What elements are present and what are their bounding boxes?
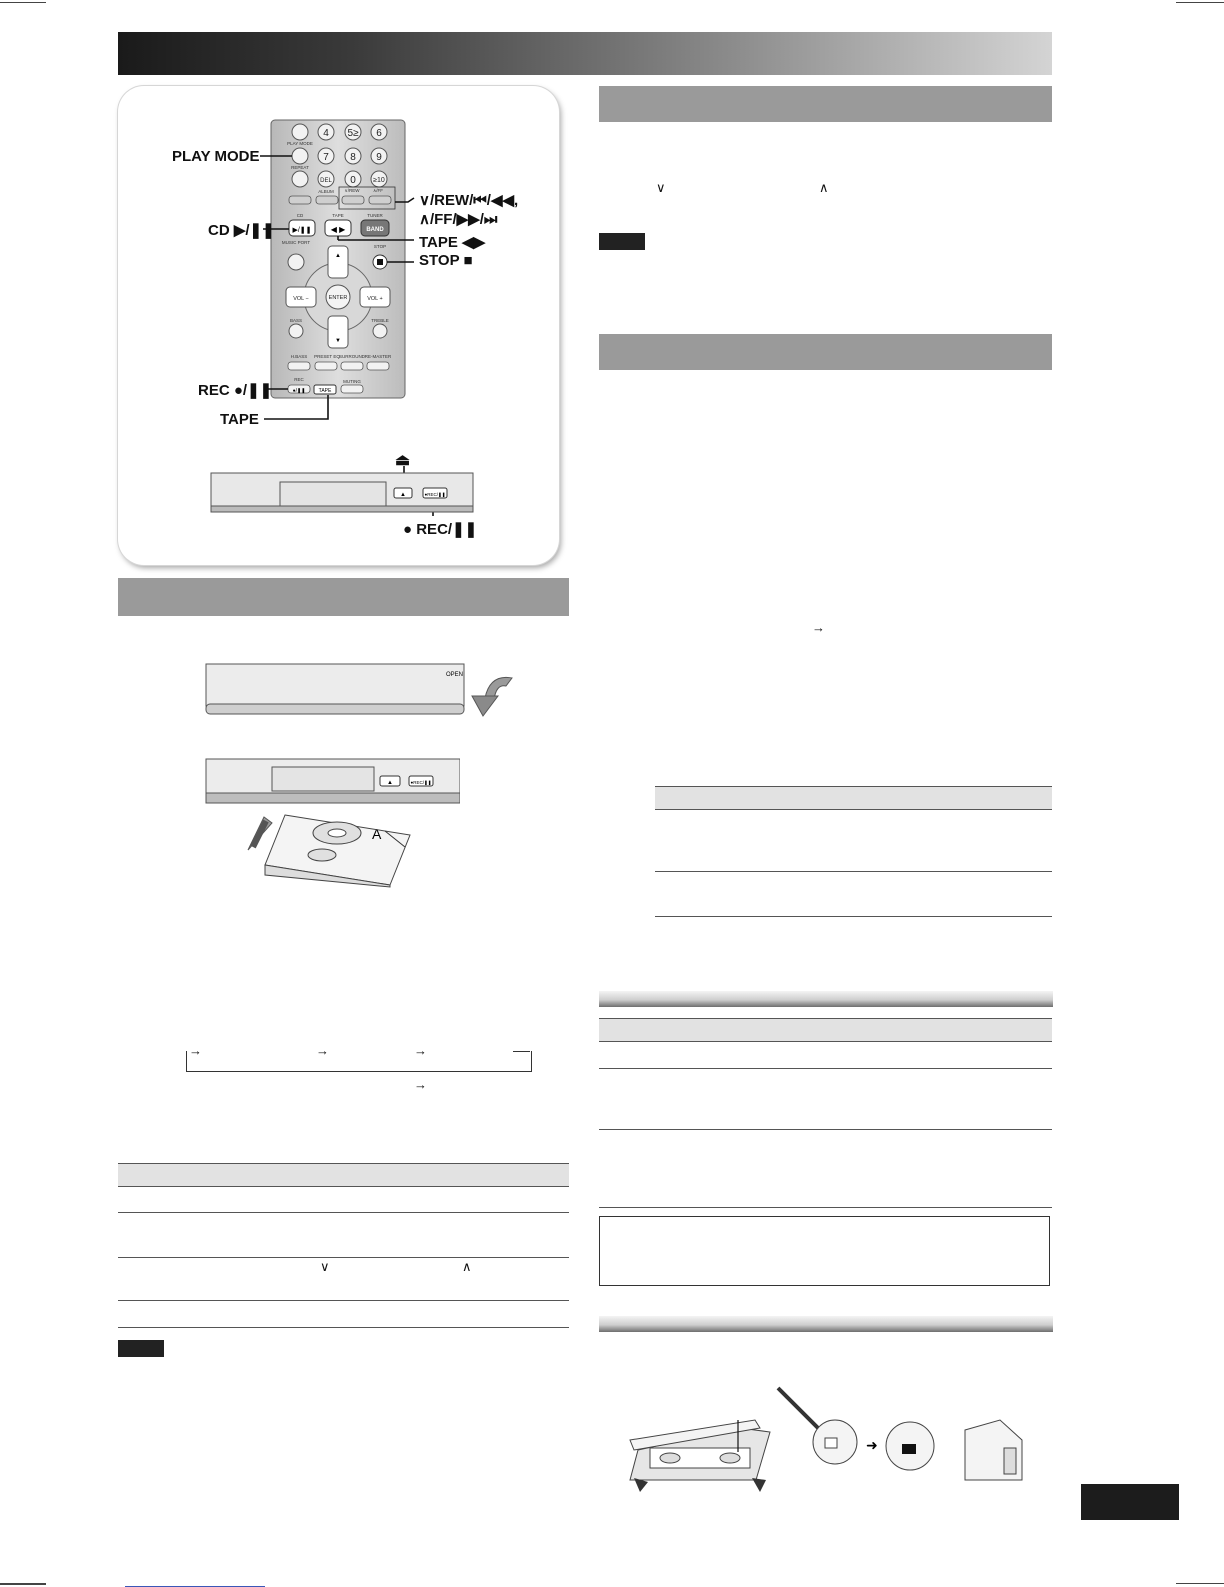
key-4: 4 bbox=[323, 128, 329, 139]
crop-mark bbox=[0, 1584, 46, 1585]
table-rule bbox=[118, 1327, 569, 1328]
flow-line bbox=[513, 1051, 530, 1052]
cassette-insert-illustration bbox=[200, 755, 460, 890]
key-caption: BASS bbox=[289, 318, 303, 323]
subsection-bar bbox=[599, 991, 1053, 1007]
key-caption: SURROUND bbox=[338, 354, 366, 359]
svg-text:▲: ▲ bbox=[335, 253, 341, 259]
key-8: 8 bbox=[350, 152, 356, 163]
table-rule bbox=[118, 1300, 569, 1301]
svg-text:➜: ➜ bbox=[866, 1437, 878, 1453]
rew-skip-label: ∨/REW/⏮/◀◀, bbox=[419, 192, 519, 209]
key-caption: PRESET EQ bbox=[314, 354, 340, 359]
play-mode-label: PLAY MODE bbox=[172, 148, 260, 165]
table-rule bbox=[599, 1207, 1052, 1208]
up-glyph: ∧ bbox=[462, 1259, 472, 1274]
key-caption: TREBLE bbox=[371, 318, 389, 323]
key-caption: CD bbox=[296, 213, 304, 218]
erasure-tab-illustration bbox=[620, 1380, 1040, 1500]
section-header-left bbox=[118, 578, 569, 616]
key-caption: MUSIC PORT bbox=[281, 240, 311, 245]
tape-label: TAPE bbox=[220, 411, 259, 428]
deck-open-illustration bbox=[200, 660, 520, 720]
deck-rec-pause-label: ● REC/❚❚ bbox=[403, 521, 478, 538]
key-caption: ALBUM bbox=[318, 189, 334, 194]
boxed-note bbox=[599, 1216, 1050, 1286]
right-table-2-header bbox=[599, 1018, 1052, 1042]
key-del: DEL bbox=[320, 178, 332, 184]
flow-arrow: → bbox=[414, 1043, 427, 1058]
enter-key-label: ENTER bbox=[328, 295, 348, 301]
svg-text:▶/❚❚: ▶/❚❚ bbox=[292, 227, 312, 234]
deck-rec-small: ●REC/❚❚ bbox=[424, 492, 446, 497]
table-rule bbox=[599, 1068, 1052, 1069]
flow-arrow: → bbox=[316, 1043, 329, 1058]
key-10: ≥10 bbox=[373, 177, 385, 184]
deck-rec-small-2: ●REC/❚❚ bbox=[410, 780, 432, 785]
key-caption: H.BASS bbox=[290, 354, 308, 359]
tape-key-label: TAPE bbox=[318, 388, 332, 394]
crop-mark bbox=[1176, 2, 1224, 3]
key-9: 9 bbox=[376, 152, 382, 163]
key-6: 6 bbox=[376, 128, 382, 139]
rec-pause-label: REC ●/❚❚ bbox=[198, 382, 273, 399]
ff-skip-label: ∧/FF/▶▶/⏭ bbox=[419, 211, 498, 228]
down-glyph: ∨ bbox=[656, 180, 666, 195]
key-caption: TUNER bbox=[367, 213, 383, 218]
key-5: 5≥ bbox=[347, 128, 359, 139]
tape-direction-label: TAPE ◀▶ bbox=[419, 234, 486, 251]
open-label: OPEN bbox=[446, 672, 464, 678]
svg-text:◀ ▶: ◀ ▶ bbox=[330, 225, 346, 234]
note-tag bbox=[599, 233, 645, 250]
key-caption: PLAY MODE bbox=[287, 141, 313, 146]
cd-play-pause-label: CD ▶/❚❚ bbox=[208, 222, 275, 239]
key-caption: MUTING bbox=[343, 379, 361, 384]
svg-text:●/❚❚: ●/❚❚ bbox=[292, 388, 306, 394]
flow-arrow: → bbox=[812, 620, 825, 635]
svg-text:▲: ▲ bbox=[400, 492, 406, 498]
band-key-label: BAND bbox=[366, 227, 384, 233]
key-caption: RE-MASTER bbox=[364, 354, 392, 359]
down-glyph: ∨ bbox=[320, 1259, 330, 1274]
crop-mark bbox=[0, 2, 46, 3]
key-caption: ∧/FF bbox=[372, 188, 384, 193]
stop-label: STOP ■ bbox=[419, 252, 473, 269]
vol-plus-label: VOL + bbox=[367, 296, 383, 302]
key-caption: STOP bbox=[373, 244, 387, 249]
table-rule bbox=[118, 1212, 569, 1213]
key-0: 0 bbox=[350, 175, 356, 186]
remote-control-panel bbox=[118, 86, 559, 565]
vol-minus-label: VOL − bbox=[293, 296, 309, 302]
section-header-right-2 bbox=[599, 334, 1052, 370]
key-caption: TAPE bbox=[332, 213, 344, 218]
note-tag bbox=[118, 1340, 164, 1357]
up-glyph: ∧ bbox=[819, 180, 829, 195]
key-caption: REC bbox=[294, 377, 304, 382]
eject-icon: ⏏ bbox=[395, 452, 411, 469]
flow-diagram-box bbox=[186, 1051, 532, 1072]
key-caption: REPEAT bbox=[291, 165, 309, 170]
table-rule bbox=[599, 1129, 1052, 1130]
flow-arrow: → bbox=[414, 1077, 427, 1092]
right-table-header bbox=[655, 786, 1052, 810]
table-rule bbox=[655, 871, 1052, 872]
svg-text:▼: ▼ bbox=[335, 338, 341, 344]
page-number-box bbox=[1081, 1484, 1179, 1520]
key-7: 7 bbox=[323, 152, 329, 163]
key-caption: ∨/REW bbox=[344, 188, 360, 193]
page-title-banner bbox=[118, 32, 1052, 75]
table-rule bbox=[655, 916, 1052, 917]
svg-text:▲: ▲ bbox=[387, 780, 393, 786]
svg-text:A: A bbox=[372, 826, 382, 842]
section-header-right-1 bbox=[599, 86, 1052, 122]
table-rule bbox=[118, 1257, 569, 1258]
flow-arrow: → bbox=[189, 1043, 202, 1058]
left-table-header bbox=[118, 1163, 569, 1187]
subsection-bar bbox=[599, 1316, 1053, 1332]
